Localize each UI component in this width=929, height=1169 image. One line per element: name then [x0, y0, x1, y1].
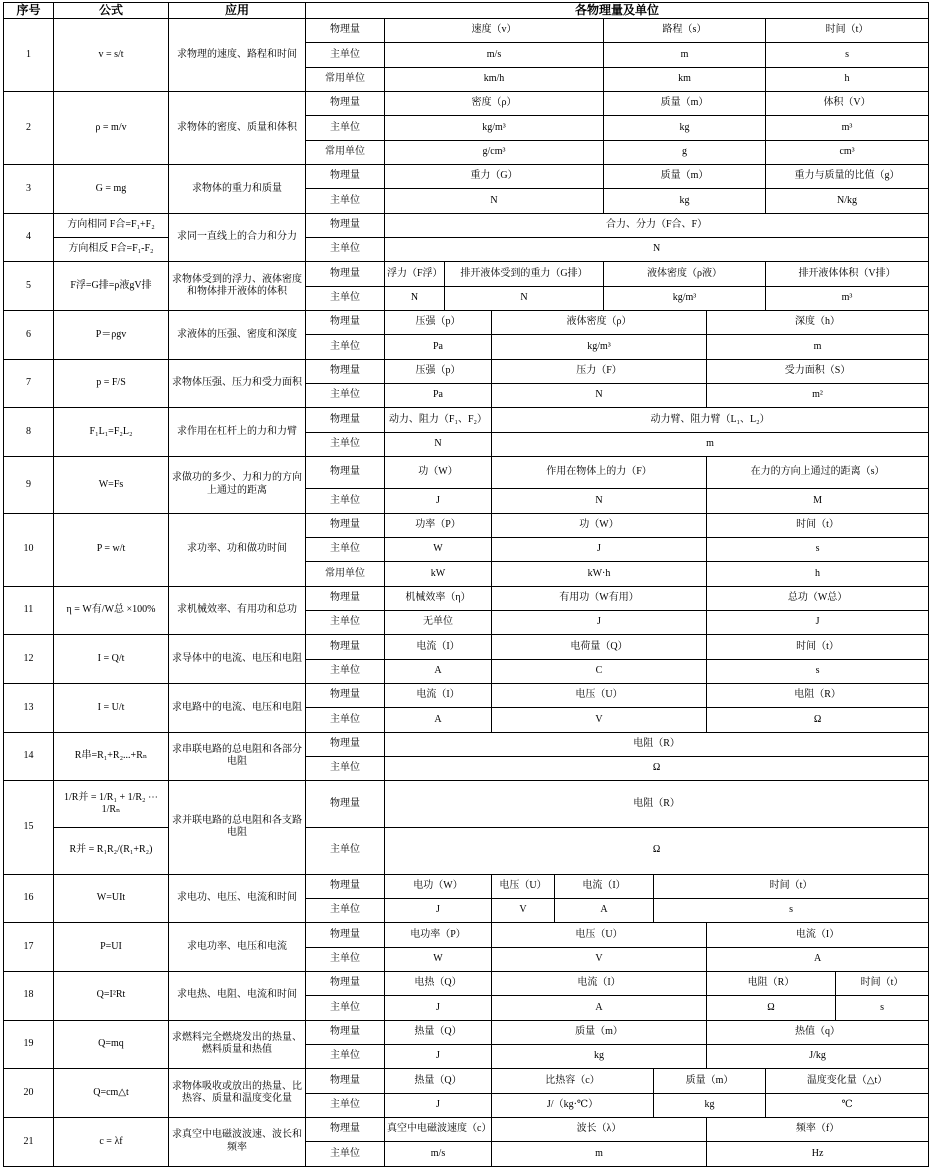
table-row	[4, 971, 929, 995]
quantity-cell: kg/m³	[385, 116, 604, 140]
quantity-cell: kg	[654, 1093, 766, 1117]
table-row	[4, 732, 929, 756]
table-row	[4, 359, 929, 383]
quantity-cell: s	[766, 43, 929, 67]
quantity-cell: A	[555, 898, 654, 922]
quantity-label: 主单位	[306, 432, 385, 456]
quantity-label: 物理量	[306, 1020, 385, 1044]
table-row	[4, 262, 929, 286]
quantity-cell: Ω	[707, 996, 836, 1020]
quantity-cell: h	[766, 67, 929, 91]
header-application: 应用	[169, 3, 306, 19]
row-number: 3	[4, 164, 54, 213]
quantity-label: 物理量	[306, 586, 385, 610]
quantity-cell: s	[707, 659, 929, 683]
quantity-label: 物理量	[306, 781, 385, 828]
quantity-cell: s	[654, 898, 929, 922]
row-number: 1	[4, 19, 54, 92]
quantity-label: 物理量	[306, 923, 385, 947]
formula-cell: W=Fs	[54, 456, 169, 513]
application-cell: 求同一直线上的合力和分力	[169, 213, 306, 262]
table-row	[4, 781, 929, 828]
row-number: 12	[4, 635, 54, 684]
quantity-cell: 液体密度（ρ液）	[604, 262, 766, 286]
quantity-cell: 压强（p）	[385, 359, 492, 383]
quantity-label: 主单位	[306, 189, 385, 213]
quantity-cell: 动力、阻力（F₁、F₂）	[385, 408, 492, 432]
application-cell: 求燃料完全燃烧发出的热量、燃料质量和热值	[169, 1020, 306, 1069]
quantity-cell: km/h	[385, 67, 604, 91]
quantity-cell: 质量（m）	[654, 1069, 766, 1093]
application-cell: 求串联电路的总电阻和各部分电阻	[169, 732, 306, 781]
physics-formula-table	[3, 2, 929, 1167]
quantity-cell: 浮力（F浮）	[385, 262, 445, 286]
quantity-label: 物理量	[306, 213, 385, 237]
quantity-label: 物理量	[306, 971, 385, 995]
table-row	[4, 1069, 929, 1093]
quantity-cell: 动力臂、阻力臂（L₁、L₂）	[492, 408, 929, 432]
row-number: 6	[4, 310, 54, 359]
quantity-label: 主单位	[306, 708, 385, 732]
quantity-label: 物理量	[306, 310, 385, 334]
quantity-cell: J	[385, 1044, 492, 1068]
quantity-cell: kg/m³	[492, 335, 707, 359]
table-row	[4, 213, 929, 237]
quantity-cell: M	[707, 489, 929, 513]
quantity-cell: 时间（t）	[836, 971, 929, 995]
quantity-cell: 机械效率（η）	[385, 586, 492, 610]
quantity-cell: J/（kg·℃）	[492, 1093, 654, 1117]
table-row	[4, 874, 929, 898]
quantity-label: 主单位	[306, 756, 385, 780]
quantity-cell: m	[707, 335, 929, 359]
quantity-label: 主单位	[306, 659, 385, 683]
quantity-cell: 时间（t）	[707, 635, 929, 659]
application-cell: 求做功的多少、力和力的方向上通过的距离	[169, 456, 306, 513]
row-number: 8	[4, 408, 54, 457]
quantity-cell: 温度变化量（△t）	[766, 1069, 929, 1093]
quantity-cell: J	[385, 489, 492, 513]
row-number: 18	[4, 971, 54, 1020]
table-row	[4, 237, 929, 261]
row-number: 21	[4, 1117, 54, 1166]
formula-cell: F₁L₁=F₂L₂	[54, 408, 169, 457]
quantity-cell: kg	[492, 1044, 707, 1068]
formula-cell: ρ = m/v	[54, 91, 169, 164]
quantity-label: 物理量	[306, 732, 385, 756]
row-number: 7	[4, 359, 54, 408]
quantity-cell: V	[492, 947, 707, 971]
quantity-label: 常用单位	[306, 562, 385, 586]
quantity-label: 主单位	[306, 116, 385, 140]
quantity-cell: kg/m³	[604, 286, 766, 310]
quantity-cell: 热值（q）	[707, 1020, 929, 1044]
quantity-label: 物理量	[306, 874, 385, 898]
quantity-cell: 电压（U）	[492, 923, 707, 947]
quantity-cell: 重力与质量的比值（g）	[766, 164, 929, 188]
table-row	[4, 408, 929, 432]
table-row	[4, 586, 929, 610]
application-cell: 求物体的密度、质量和体积	[169, 91, 306, 164]
row-number: 9	[4, 456, 54, 513]
formula-cell: c = λf	[54, 1117, 169, 1166]
quantity-cell: 电流（I）	[492, 971, 707, 995]
quantity-cell: W	[385, 538, 492, 562]
quantity-label: 主单位	[306, 335, 385, 359]
application-cell: 求并联电路的总电阻和各支路电阻	[169, 781, 306, 874]
table-row	[4, 310, 929, 334]
quantity-cell: 体积（V）	[766, 91, 929, 115]
quantity-cell: N	[492, 489, 707, 513]
formula-cell: W=UIt	[54, 874, 169, 923]
quantity-cell: Ω	[385, 756, 929, 780]
application-cell: 求电热、电阻、电流和时间	[169, 971, 306, 1020]
quantity-cell: cm³	[766, 140, 929, 164]
formula-cell: Q=cm△t	[54, 1069, 169, 1118]
quantity-label: 主单位	[306, 1044, 385, 1068]
formula-cell: 方向相同 F合=F₁+F₂	[54, 213, 169, 237]
quantity-cell: J/kg	[707, 1044, 929, 1068]
quantity-cell: m	[492, 1142, 707, 1167]
quantity-cell: 压力（F）	[492, 359, 707, 383]
quantity-cell: 排开液体受到的重力（G排）	[445, 262, 604, 286]
quantity-cell: Hz	[707, 1142, 929, 1167]
table-row	[4, 513, 929, 537]
row-number: 13	[4, 683, 54, 732]
quantity-cell: J	[385, 1093, 492, 1117]
quantity-cell: 电阻（R）	[385, 732, 929, 756]
formula-cell: P=UI	[54, 923, 169, 972]
quantity-cell: kW	[385, 562, 492, 586]
quantity-cell: 时间（t）	[707, 513, 929, 537]
table-row	[4, 456, 929, 488]
quantity-cell: 波长（λ）	[492, 1117, 707, 1141]
quantity-cell: V	[492, 898, 555, 922]
quantity-cell: W	[385, 947, 492, 971]
quantity-cell: kg	[604, 189, 766, 213]
formula-cell: v = s/t	[54, 19, 169, 92]
quantity-label: 主单位	[306, 610, 385, 634]
row-number: 16	[4, 874, 54, 923]
quantity-cell: 电流（I）	[707, 923, 929, 947]
quantity-cell: N	[385, 189, 604, 213]
quantity-cell: m³	[766, 116, 929, 140]
quantity-label: 主单位	[306, 1142, 385, 1167]
quantity-cell: V	[492, 708, 707, 732]
quantity-cell: 热量（Q）	[385, 1020, 492, 1044]
quantity-cell: 功（W）	[492, 513, 707, 537]
quantity-cell: 密度（ρ）	[385, 91, 604, 115]
table-body	[4, 19, 929, 1167]
quantity-cell: 质量（m）	[604, 91, 766, 115]
quantity-cell: 压强（p）	[385, 310, 492, 334]
quantity-cell: 电流（I）	[385, 635, 492, 659]
quantity-cell: 质量（m）	[604, 164, 766, 188]
formula-cell: I = U/t	[54, 683, 169, 732]
quantity-cell: s	[836, 996, 929, 1020]
quantity-cell: J	[492, 610, 707, 634]
quantity-cell: J	[385, 996, 492, 1020]
formula-cell: Q=I²Rt	[54, 971, 169, 1020]
quantity-cell: N/kg	[766, 189, 929, 213]
quantity-cell: 热量（Q）	[385, 1069, 492, 1093]
quantity-label: 物理量	[306, 513, 385, 537]
application-cell: 求物体吸收或放出的热量、比热容、质量和温度变化量	[169, 1069, 306, 1118]
formula-cell: G = mg	[54, 164, 169, 213]
quantity-label: 物理量	[306, 683, 385, 707]
quantity-cell: N	[385, 286, 445, 310]
quantity-cell: 深度（h）	[707, 310, 929, 334]
quantity-cell: Ω	[707, 708, 929, 732]
header-formula: 公式	[54, 3, 169, 19]
quantity-cell: 电压（U）	[492, 683, 707, 707]
quantity-label: 物理量	[306, 262, 385, 286]
quantity-cell: 电阻（R）	[707, 683, 929, 707]
quantity-cell: g	[604, 140, 766, 164]
quantity-cell: Pa	[385, 335, 492, 359]
quantity-cell: s	[707, 538, 929, 562]
row-number: 10	[4, 513, 54, 586]
table-row	[4, 683, 929, 707]
quantity-cell: J	[492, 538, 707, 562]
table-row	[4, 19, 929, 43]
quantity-cell: 受力面积（S）	[707, 359, 929, 383]
row-number: 5	[4, 262, 54, 311]
quantity-label: 主单位	[306, 383, 385, 407]
quantity-cell: 电压（U）	[492, 874, 555, 898]
header-num: 序号	[4, 3, 54, 19]
table-row	[4, 91, 929, 115]
quantity-label: 物理量	[306, 408, 385, 432]
header-quantities: 各物理量及单位	[306, 3, 929, 19]
quantity-label: 主单位	[306, 898, 385, 922]
quantity-cell: 电荷量（Q）	[492, 635, 707, 659]
formula-cell: P = w/t	[54, 513, 169, 586]
quantity-label: 主单位	[306, 947, 385, 971]
quantity-label: 常用单位	[306, 140, 385, 164]
quantity-cell: N	[445, 286, 604, 310]
application-cell: 求物体的重力和质量	[169, 164, 306, 213]
quantity-label: 物理量	[306, 91, 385, 115]
quantity-cell: 真空中电磁波速度（c）	[385, 1117, 492, 1141]
quantity-label: 主单位	[306, 237, 385, 261]
application-cell: 求液体的压强、密度和深度	[169, 310, 306, 359]
application-cell: 求电路中的电流、电压和电阻	[169, 683, 306, 732]
application-cell: 求物体压强、压力和受力面积	[169, 359, 306, 408]
quantity-cell: 电功率（P）	[385, 923, 492, 947]
formula-cell: F浮=G排=ρ液gV排	[54, 262, 169, 311]
quantity-cell: A	[385, 659, 492, 683]
formula-cell: η = W有/W总 ×100%	[54, 586, 169, 635]
quantity-cell: h	[707, 562, 929, 586]
application-cell: 求导体中的电流、电压和电阻	[169, 635, 306, 684]
application-cell: 求电功率、电压和电流	[169, 923, 306, 972]
quantity-cell: 液体密度（ρ）	[492, 310, 707, 334]
application-cell: 求功率、功和做功时间	[169, 513, 306, 586]
quantity-label: 物理量	[306, 456, 385, 488]
quantity-cell: 电流（I）	[385, 683, 492, 707]
quantity-cell: 电热（Q）	[385, 971, 492, 995]
quantity-label: 物理量	[306, 1117, 385, 1141]
quantity-cell: 作用在物体上的力（F）	[492, 456, 707, 488]
quantity-cell: A	[492, 996, 707, 1020]
table-row	[4, 827, 929, 874]
row-number: 19	[4, 1020, 54, 1069]
table-row	[4, 635, 929, 659]
quantity-cell: N	[492, 383, 707, 407]
quantity-cell: 时间（t）	[654, 874, 929, 898]
formula-cell-alt: 方向相反 F合=F₁-F₂	[54, 237, 169, 261]
application-cell: 求物理的速度、路程和时间	[169, 19, 306, 92]
quantity-cell: 时间（t）	[766, 19, 929, 43]
table-row	[4, 164, 929, 188]
quantity-cell: m³	[766, 286, 929, 310]
quantity-cell: m²	[707, 383, 929, 407]
application-cell: 求电功、电压、电流和时间	[169, 874, 306, 923]
application-cell: 求作用在杠杆上的力和力臂	[169, 408, 306, 457]
quantity-label: 主单位	[306, 1093, 385, 1117]
formula-cell: I = Q/t	[54, 635, 169, 684]
quantity-label: 主单位	[306, 43, 385, 67]
quantity-cell: 功（W）	[385, 456, 492, 488]
quantity-cell: 电阻（R）	[707, 971, 836, 995]
row-number: 17	[4, 923, 54, 972]
quantity-cell: 电流（I）	[555, 874, 654, 898]
quantity-label: 主单位	[306, 827, 385, 874]
quantity-cell: Ω	[385, 827, 929, 874]
quantity-cell: N	[385, 432, 492, 456]
quantity-cell: 质量（m）	[492, 1020, 707, 1044]
quantity-label: 物理量	[306, 164, 385, 188]
quantity-label: 主单位	[306, 286, 385, 310]
row-number: 15	[4, 781, 54, 874]
quantity-label: 物理量	[306, 1069, 385, 1093]
quantity-label: 主单位	[306, 489, 385, 513]
quantity-cell: 路程（s）	[604, 19, 766, 43]
quantity-cell: 重力（G）	[385, 164, 604, 188]
quantity-cell: km	[604, 67, 766, 91]
quantity-cell: ℃	[766, 1093, 929, 1117]
row-number: 4	[4, 213, 54, 262]
application-cell: 求真空中电磁波波速、波长和频率	[169, 1117, 306, 1166]
quantity-cell: J	[707, 610, 929, 634]
quantity-label: 常用单位	[306, 67, 385, 91]
row-number: 11	[4, 586, 54, 635]
quantity-cell: 频率（f）	[707, 1117, 929, 1141]
quantity-cell: m/s	[385, 43, 604, 67]
table-row	[4, 923, 929, 947]
quantity-cell: Pa	[385, 383, 492, 407]
quantity-label: 物理量	[306, 635, 385, 659]
table-row	[4, 1117, 929, 1141]
formula-cell: R串=R₁+R₂...+Rₙ	[54, 732, 169, 781]
header-row	[4, 3, 929, 19]
quantity-cell: 合力、分力（F合、F）	[385, 213, 929, 237]
quantity-label: 主单位	[306, 996, 385, 1020]
quantity-cell: g/cm³	[385, 140, 604, 164]
quantity-cell: A	[385, 708, 492, 732]
quantity-cell: 在力的方向上通过的距离（s）	[707, 456, 929, 488]
quantity-cell: C	[492, 659, 707, 683]
table-row	[4, 1020, 929, 1044]
quantity-cell: A	[707, 947, 929, 971]
quantity-cell: m	[492, 432, 929, 456]
application-cell: 求物体受到的浮力、液体密度和物体排开液体的体积	[169, 262, 306, 311]
application-cell: 求机械效率、有用功和总功	[169, 586, 306, 635]
formula-cell-alt: R并 = R₁R₂/(R₁+R₂)	[54, 827, 169, 874]
quantity-cell: 功率（P）	[385, 513, 492, 537]
quantity-cell: N	[385, 237, 929, 261]
formula-cell: Q=mq	[54, 1020, 169, 1069]
quantity-label: 主单位	[306, 538, 385, 562]
quantity-cell: kW·h	[492, 562, 707, 586]
quantity-cell: 无单位	[385, 610, 492, 634]
quantity-cell: 总功（W总）	[707, 586, 929, 610]
quantity-cell: J	[385, 898, 492, 922]
quantity-label: 物理量	[306, 359, 385, 383]
row-number: 20	[4, 1069, 54, 1118]
quantity-cell: 速度（v）	[385, 19, 604, 43]
quantity-cell: 电功（W）	[385, 874, 492, 898]
quantity-cell: m/s	[385, 1142, 492, 1167]
quantity-label: 物理量	[306, 19, 385, 43]
quantity-cell: m	[604, 43, 766, 67]
row-number: 2	[4, 91, 54, 164]
row-number: 14	[4, 732, 54, 781]
quantity-cell: 比热容（c）	[492, 1069, 654, 1093]
quantity-cell: 有用功（W有用）	[492, 586, 707, 610]
formula-cell: 1/R并 = 1/R₁ + 1/R₂ ⋯ 1/Rₙ	[54, 781, 169, 828]
formula-cell: p = F/S	[54, 359, 169, 408]
formula-cell: P＝ρgv	[54, 310, 169, 359]
quantity-cell: 电阻（R）	[385, 781, 929, 828]
quantity-cell: kg	[604, 116, 766, 140]
quantity-cell: 排开液体体积（V排）	[766, 262, 929, 286]
